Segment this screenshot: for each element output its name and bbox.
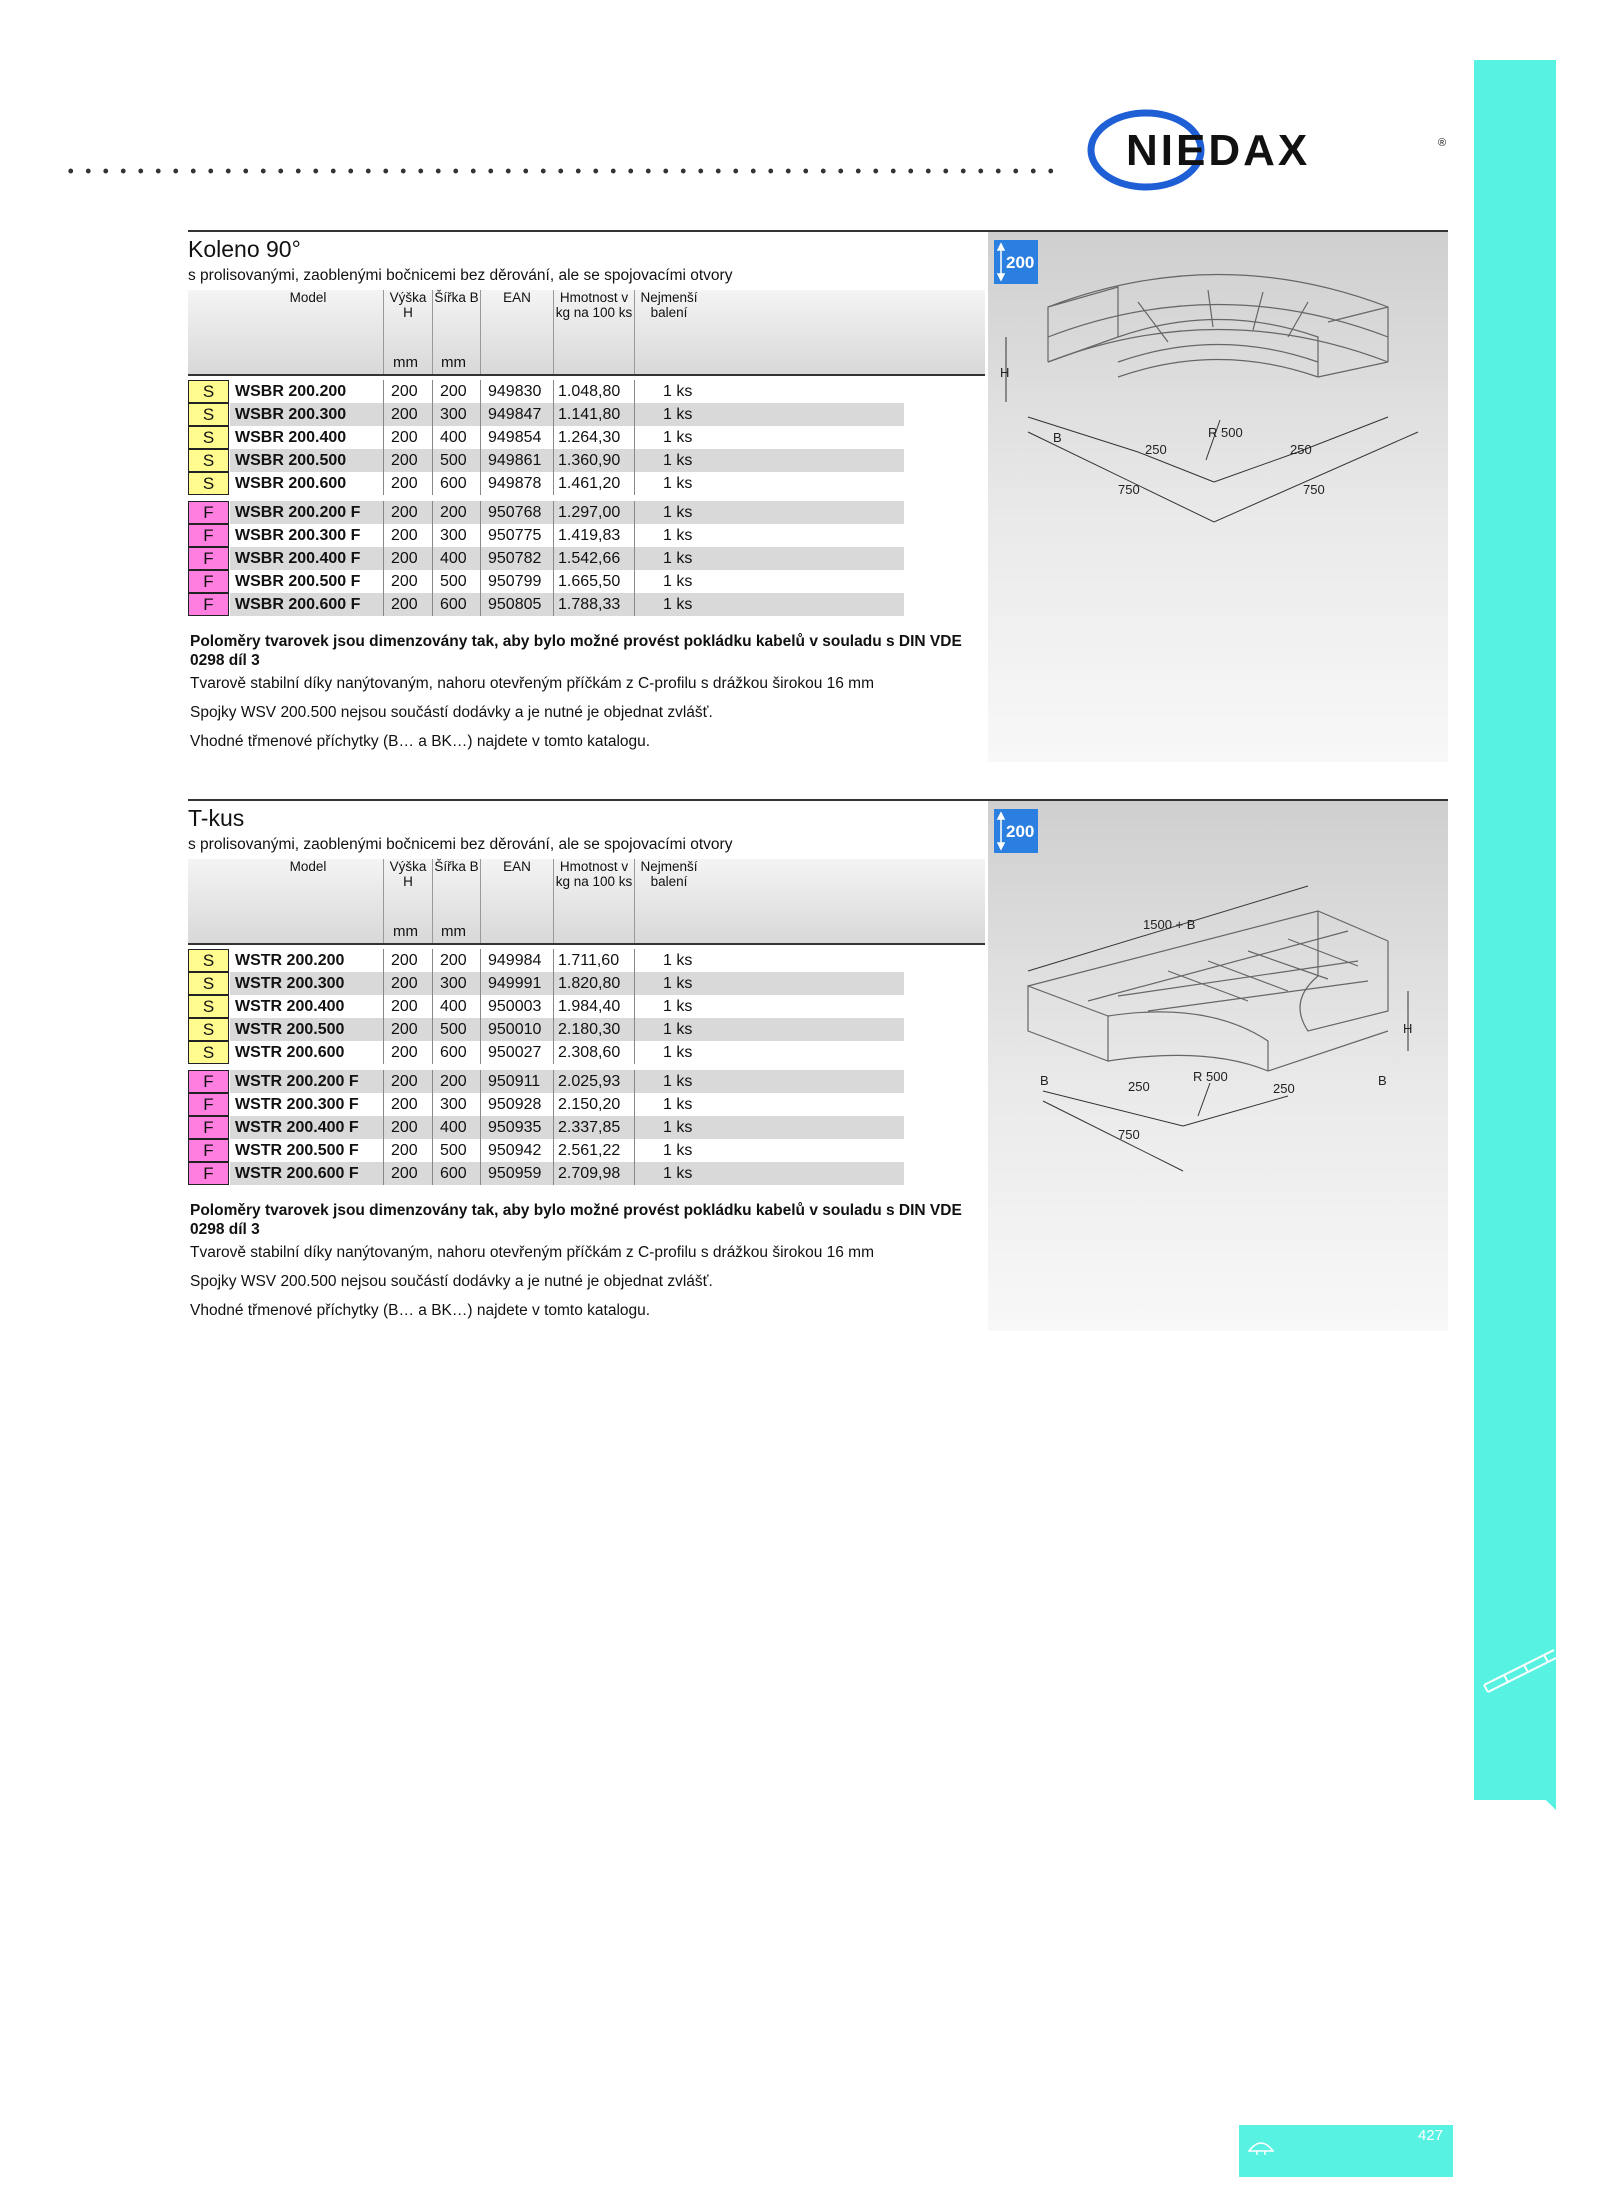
dim-250a: 250 [1145,442,1167,457]
cell-h: 200 [391,504,418,521]
side-tab-tail [1474,1730,1556,1810]
cell-ean: 949847 [488,406,542,423]
cell-ean: 949984 [488,952,542,969]
cell-kg: 2.025,93 [558,1073,621,1090]
cell-kg: 2.180,30 [558,1021,621,1038]
table-row [188,593,908,616]
cell-h: 200 [391,429,418,446]
cell-ean: 950782 [488,550,542,567]
type-badge: S [188,472,229,495]
table-header [188,290,985,376]
section-subtitle: s prolisovanými, zaoblenými bočnicemi bez děrování, ale se spojovacími otvory [188,267,733,284]
cell-kg: 2.337,85 [558,1119,621,1136]
type-badge: S [188,449,229,472]
dim-h: H [1000,365,1010,380]
cell-model: WSTR 200.200 F [235,1073,359,1090]
cell-h: 200 [391,1021,418,1038]
table-row [188,547,908,570]
table-row [188,524,908,547]
col-model: Model [289,290,327,305]
cell-b: 400 [440,998,467,1015]
cell-kg: 1.820,80 [558,975,621,992]
cell-h: 200 [391,1044,418,1061]
type-badge: S [188,403,229,426]
col-ean: EAN [503,290,531,305]
cell-ean: 950768 [488,504,542,521]
note-2: Spojky WSV 200.500 nejsou součástí dodávky a je nutné je objednat zvlášť. [190,704,713,721]
cell-model: WSBR 200.200 [235,383,347,400]
cell-bal: 1 ks [663,1165,693,1182]
cell-bal: 1 ks [663,504,693,521]
unit-b: mm [441,354,466,371]
type-badge: S [188,1018,229,1041]
type-badge: F [188,1116,229,1139]
cell-model: WSBR 200.500 F [235,573,361,590]
unit-h: mm [393,923,418,940]
cell-bal: 1 ks [663,1119,693,1136]
cell-model: WSTR 200.400 [235,998,345,1015]
cell-kg: 1.264,30 [558,429,621,446]
cell-kg: 1.542,66 [558,550,621,567]
table-row [188,1070,908,1093]
cell-model: WSBR 200.600 F [235,596,361,613]
footer-symbol-icon [1247,2135,1275,2157]
figure-panel [988,232,1448,762]
cell-model: WSTR 200.300 [235,975,345,992]
cell-model: WSBR 200.200 F [235,504,361,521]
unit-b: mm [441,923,466,940]
table-row [188,995,908,1018]
col-vyska: Výška H [389,859,427,889]
cell-bal: 1 ks [663,1142,693,1159]
table-row [188,1093,908,1116]
cell-kg: 2.561,22 [558,1142,621,1159]
registered-mark: ® [1438,137,1447,149]
cell-b: 400 [440,429,467,446]
table-row [188,1139,908,1162]
table-row [188,949,908,972]
cell-bal: 1 ks [663,975,693,992]
cell-kg: 1.297,00 [558,504,621,521]
type-badge: F [188,570,229,593]
cell-h: 200 [391,573,418,590]
note-bold: Poloměry tvarovek jsou dimenzovány tak, aby bylo možné provést pokládku kabelů v souladu s DIN VDE 0298 díl 3 [190,1202,962,1238]
cell-h: 200 [391,406,418,423]
table-row [188,449,908,472]
cell-model: WSBR 200.400 [235,429,347,446]
cell-kg: 1.665,50 [558,573,621,590]
cell-model: WSBR 200.600 [235,475,347,492]
cell-h: 200 [391,1096,418,1113]
cell-model: WSBR 200.300 [235,406,347,423]
niedax-logo [1086,108,1450,192]
cell-kg: 1.141,80 [558,406,621,423]
cell-b: 500 [440,573,467,590]
cell-kg: 2.709,98 [558,1165,621,1182]
type-badge: S [188,972,229,995]
cell-bal: 1 ks [663,1021,693,1038]
cell-ean: 949861 [488,452,542,469]
col-baleni: Nejmenší balení [640,290,698,320]
table-row [188,570,908,593]
cell-ean: 949854 [488,429,542,446]
cell-ean: 950911 [488,1073,541,1090]
type-badge: F [188,524,229,547]
col-ean: EAN [503,859,531,874]
cell-model: WSTR 200.500 [235,1021,345,1038]
cell-ean: 950003 [488,998,542,1015]
cell-b: 200 [440,504,467,521]
cell-bal: 1 ks [663,406,693,423]
cell-bal: 1 ks [663,550,693,567]
dim-r: R 500 [1193,1069,1228,1084]
type-badge: F [188,1070,229,1093]
col-sirka: Šířka B [434,859,479,874]
cell-b: 200 [440,1073,467,1090]
type-badge: S [188,426,229,449]
cell-model: WSBR 200.400 F [235,550,361,567]
cell-kg: 1.360,90 [558,452,621,469]
col-hmotnost: Hmotnost v kg na 100 ks [555,859,633,889]
cell-bal: 1 ks [663,383,693,400]
cell-kg: 1.788,33 [558,596,621,613]
cell-ean: 950928 [488,1096,542,1113]
cell-model: WSTR 200.500 F [235,1142,359,1159]
type-badge: F [188,1139,229,1162]
cell-ean: 950959 [488,1165,542,1182]
table-row [188,501,908,524]
section-title: T-kus [188,805,245,831]
section-subtitle: s prolisovanými, zaoblenými bočnicemi bez děrování, ale se spojovacími otvory [188,836,733,853]
cell-b: 500 [440,452,467,469]
cell-bal: 1 ks [663,1044,693,1061]
cell-h: 200 [391,952,418,969]
cell-ean: 949878 [488,475,542,492]
note-bold: Poloměry tvarovek jsou dimenzovány tak, aby bylo možné provést pokládku kabelů v souladu s DIN VDE 0298 díl 3 [190,633,962,669]
height-badge: 200 [994,809,1038,853]
cell-kg: 1.984,40 [558,998,621,1015]
type-badge: S [188,995,229,1018]
table-row [188,472,908,495]
logo-text: NIEDAX [1126,126,1311,175]
cell-b: 300 [440,406,467,423]
cell-kg: 1.419,83 [558,527,621,544]
cell-h: 200 [391,975,418,992]
col-sirka: Šířka B [434,290,479,305]
col-hmotnost: Hmotnost v kg na 100 ks [555,290,633,320]
cell-kg: 1.461,20 [558,475,621,492]
cell-bal: 1 ks [663,952,693,969]
note-3: Vhodné třmenové příchytky (B… a BK…) najdete v tomto katalogu. [190,1302,651,1319]
note-3: Vhodné třmenové příchytky (B… a BK…) najdete v tomto katalogu. [190,733,651,750]
cell-bal: 1 ks [663,452,693,469]
cell-h: 200 [391,527,418,544]
cell-h: 200 [391,383,418,400]
cell-h: 200 [391,452,418,469]
cell-b: 600 [440,596,467,613]
cell-b: 600 [440,1044,467,1061]
side-tab [1474,60,1556,1800]
cell-h: 200 [391,475,418,492]
cell-ean: 950799 [488,573,542,590]
table-row [188,1116,908,1139]
dim-1500b: 1500 + B [1143,917,1196,932]
table-row [188,972,908,995]
cell-b: 600 [440,475,467,492]
dim-h: H [1403,1021,1413,1036]
cell-kg: 2.308,60 [558,1044,621,1061]
dim-250b: 250 [1290,442,1312,457]
cell-model: WSTR 200.600 [235,1044,345,1061]
elbow-drawing [988,232,1448,562]
cell-model: WSBR 200.500 [235,452,347,469]
cell-bal: 1 ks [663,596,693,613]
dim-750a: 750 [1118,482,1140,497]
cell-h: 200 [391,1142,418,1159]
cell-kg: 2.150,20 [558,1096,621,1113]
note-2: Spojky WSV 200.500 nejsou součástí dodávky a je nutné je objednat zvlášť. [190,1273,713,1290]
cell-b: 400 [440,1119,467,1136]
cell-ean: 950027 [488,1044,542,1061]
cell-b: 400 [440,550,467,567]
dim-250a: 250 [1128,1079,1150,1094]
cell-bal: 1 ks [663,1073,693,1090]
type-badge: S [188,1041,229,1064]
table-row [188,403,908,426]
note-1: Tvarově stabilní díky nanýtovaným, nahoru otevřeným příčkám z C-profilu s drážkou širokou 16 mm [190,1244,874,1261]
cell-b: 300 [440,975,467,992]
type-badge: S [188,380,229,403]
dim-250b: 250 [1273,1081,1295,1096]
col-vyska: Výška H [389,290,427,320]
type-badge: S [188,949,229,972]
cell-ean: 949991 [488,975,542,992]
type-badge: F [188,1093,229,1116]
cell-model: WSTR 200.600 F [235,1165,359,1182]
cell-ean: 950805 [488,596,542,613]
cell-ean: 950775 [488,527,542,544]
cell-b: 600 [440,1165,467,1182]
cell-kg: 1.711,60 [558,952,620,969]
table-header [188,859,985,945]
cell-b: 500 [440,1142,467,1159]
dim-r: R 500 [1208,425,1243,440]
tray-thumbnail-icon [1474,1630,1556,1700]
dim-b-left: B [1040,1073,1049,1088]
cell-b: 300 [440,1096,467,1113]
cell-b: 200 [440,383,467,400]
tee-drawing [988,801,1448,1142]
cell-ean: 950942 [488,1142,542,1159]
cell-h: 200 [391,596,418,613]
table-row [188,380,908,403]
type-badge: F [188,501,229,524]
table-row [188,426,908,449]
section-title: Koleno 90° [188,236,301,262]
cell-model: WSTR 200.400 F [235,1119,359,1136]
height-badge: 200 [994,240,1038,284]
type-badge: F [188,1162,229,1185]
dim-b-right: B [1378,1073,1387,1088]
col-model: Model [289,859,327,874]
cell-model: WSTR 200.200 [235,952,345,969]
col-baleni: Nejmenší balení [640,859,698,889]
note-1: Tvarově stabilní díky nanýtovaným, nahoru otevřeným příčkám z C-profilu s drážkou širokou 16 mm [190,675,874,692]
dim-750: 750 [1118,1127,1140,1142]
cell-model: WSBR 200.300 F [235,527,361,544]
cell-h: 200 [391,998,418,1015]
dim-b: B [1053,430,1062,445]
cell-b: 500 [440,1021,467,1038]
table-row [188,1162,908,1185]
figure-panel [988,801,1448,1331]
cell-ean: 950010 [488,1021,542,1038]
page-number: 427 [1417,2127,1443,2144]
type-badge: F [188,547,229,570]
cell-h: 200 [391,1119,418,1136]
header-dotted-rule [62,168,1062,174]
type-badge: F [188,593,229,616]
cell-model: WSTR 200.300 F [235,1096,359,1113]
cell-kg: 1.048,80 [558,383,621,400]
cell-h: 200 [391,550,418,567]
cell-ean: 950935 [488,1119,542,1136]
page-footer [1239,2125,1453,2177]
cell-bal: 1 ks [663,429,693,446]
cell-bal: 1 ks [663,998,693,1015]
cell-b: 200 [440,952,467,969]
cell-ean: 949830 [488,383,542,400]
cell-bal: 1 ks [663,475,693,492]
table-row [188,1018,908,1041]
cell-bal: 1 ks [663,573,693,590]
dim-750b: 750 [1303,482,1325,497]
cell-h: 200 [391,1073,418,1090]
cell-h: 200 [391,1165,418,1182]
table-row [188,1041,908,1064]
cell-b: 300 [440,527,467,544]
cell-bal: 1 ks [663,527,693,544]
unit-h: mm [393,354,418,371]
cell-bal: 1 ks [663,1096,693,1113]
